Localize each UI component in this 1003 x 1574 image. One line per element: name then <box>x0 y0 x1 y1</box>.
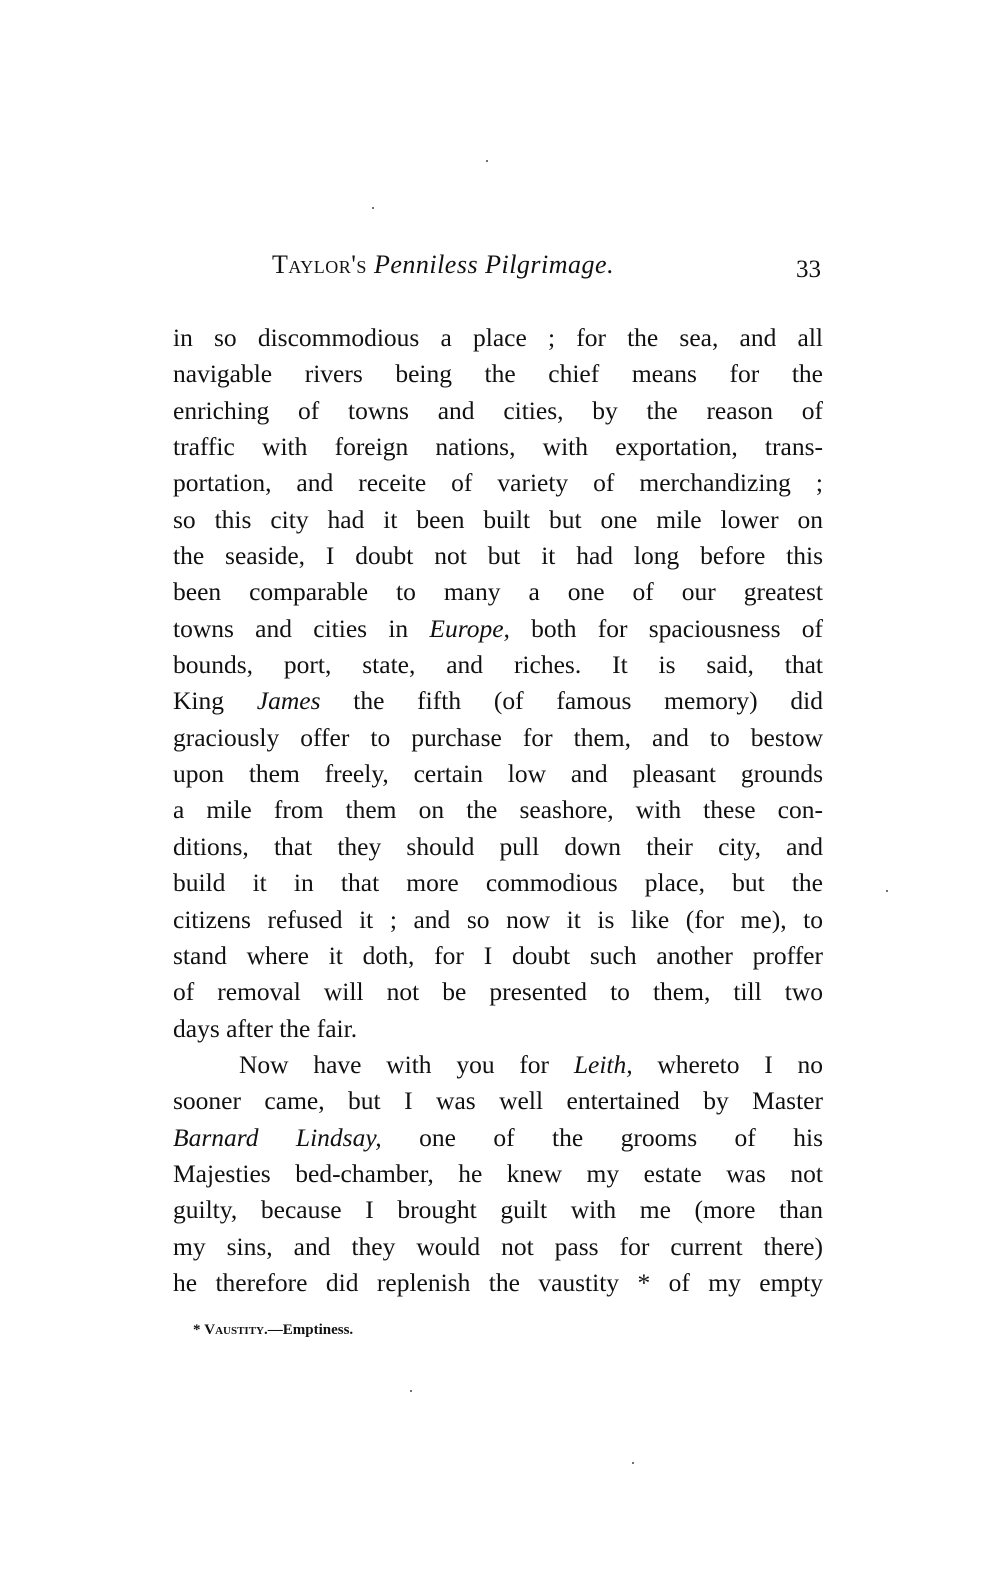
text-line <box>173 647 823 683</box>
text-segment: Majesties bed-chamber, he knew my estate was not <box>173 1158 823 1188</box>
running-title <box>272 250 614 280</box>
body-text <box>173 320 823 1301</box>
italic-text: James <box>256 686 321 716</box>
text-line <box>173 720 823 756</box>
scan-speck <box>886 890 888 892</box>
text-segment: whereto I no <box>632 1049 823 1079</box>
text-segment: bounds, port, state, and riches. It is said, that <box>173 650 823 680</box>
text-segment: my sins, and they would not pass for current there) <box>173 1231 823 1261</box>
italic-text: Barnard Lindsay, <box>173 1122 382 1152</box>
text-line <box>173 538 823 574</box>
text-segment: King <box>173 686 257 716</box>
text-segment: a mile from them on the seashore, with these con- <box>173 795 823 825</box>
text-line <box>173 611 823 647</box>
text-segment: the seaside, I doubt not but it had long before this <box>173 541 823 571</box>
text-segment: portation, and receite of variety of merchandizing ; <box>173 468 823 498</box>
text-segment: stand where it doth, for I doubt such another proffer <box>173 940 823 970</box>
footnote-marker: * <box>193 1322 201 1338</box>
text-segment: he therefore did replenish the vaustity * of my empty <box>173 1267 823 1297</box>
text-segment: of removal will not be presented to them, till two <box>173 977 823 1007</box>
scan-speck <box>486 160 488 162</box>
text-line <box>173 974 823 1010</box>
italic-text: Europe, <box>429 613 510 643</box>
footnote <box>193 1322 353 1339</box>
text-segment: days after the fair. <box>173 1013 358 1043</box>
text-line <box>173 1265 823 1301</box>
text-segment: one of the grooms of his <box>381 1122 823 1152</box>
text-line <box>173 1229 823 1265</box>
text-segment: sooner came, but I was well entertained by Master <box>173 1086 823 1116</box>
text-line <box>173 465 823 501</box>
text-line <box>173 356 823 392</box>
text-segment: in so discommodious a place ; for the sea, and all <box>173 323 823 352</box>
text-line <box>173 574 823 610</box>
scan-speck <box>632 1462 634 1464</box>
text-line <box>173 683 823 719</box>
text-segment: Now have with you for <box>239 1049 574 1079</box>
scan-speck <box>372 207 374 209</box>
running-header <box>173 250 823 290</box>
text-line <box>173 938 823 974</box>
text-line <box>173 1011 823 1047</box>
text-segment: been comparable to many a one of our greatest <box>173 577 823 607</box>
text-line <box>173 829 823 865</box>
scan-speck <box>410 1390 412 1392</box>
text-segment: traffic with foreign nations, with exportation, trans- <box>173 432 823 462</box>
text-line <box>173 902 823 938</box>
text-line <box>173 393 823 429</box>
text-segment: enriching of towns and cities, by the reason of <box>173 395 823 425</box>
text-segment: towns and cities in <box>173 613 430 643</box>
text-segment: build it in that more commodious place, but the <box>173 868 823 898</box>
footnote-term: Vaustity. <box>204 1322 268 1338</box>
text-segment: so this city had it been built but one mile lower on <box>173 504 823 534</box>
running-title-work: Penniless Pilgrimage. <box>373 250 615 279</box>
text-segment: upon them freely, certain low and pleasant grounds <box>173 759 823 789</box>
text-line <box>173 320 823 356</box>
text-line <box>173 1156 823 1192</box>
text-segment: citizens refused it ; and so now it is like (for me), to <box>173 904 823 934</box>
text-line <box>173 502 823 538</box>
text-line <box>173 792 823 828</box>
text-line <box>173 1120 823 1156</box>
text-segment: guilty, because I brought guilt with me (more than <box>173 1195 823 1225</box>
text-segment: graciously offer to purchase for them, and to bestow <box>173 722 823 752</box>
text-line <box>173 1083 823 1119</box>
text-segment: the fifth (of famous memory) did <box>320 686 823 716</box>
text-line <box>173 865 823 901</box>
text-segment: navigable rivers being the chief means for the <box>173 359 823 389</box>
text-line <box>173 756 823 792</box>
text-segment: ditions, that they should pull down their city, and <box>173 831 823 861</box>
text-line <box>173 429 823 465</box>
italic-text: Leith, <box>573 1049 633 1079</box>
text-line <box>173 1192 823 1228</box>
page-number: 33 <box>796 256 821 283</box>
text-line <box>173 1047 823 1083</box>
footnote-definition: —Emptiness. <box>267 1322 354 1338</box>
text-segment: both for spaciousness of <box>509 613 823 643</box>
running-title-author: Taylor's <box>272 250 367 279</box>
